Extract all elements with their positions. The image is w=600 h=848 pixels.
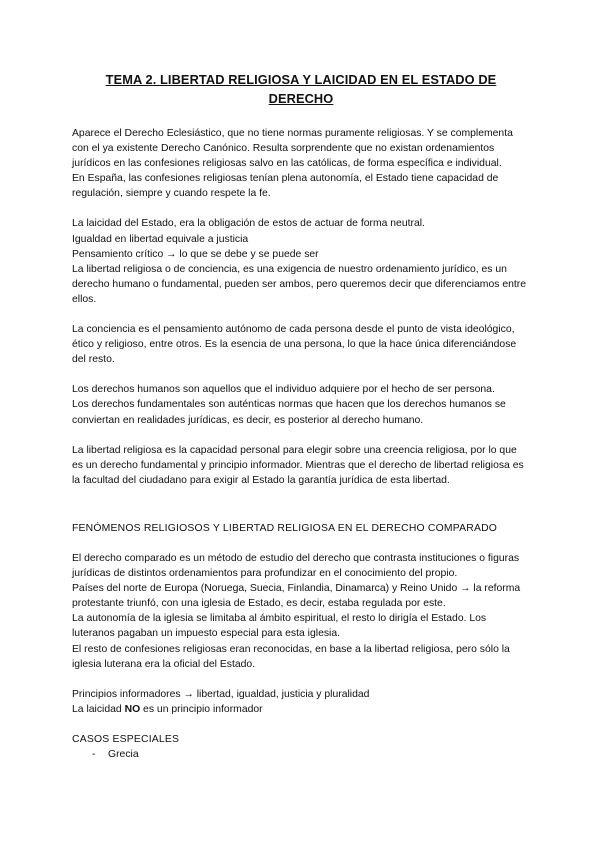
paragraph: La conciencia es el pensamiento autónomo de cada persona desde el punto de vista ideológico, ético y religioso, entre otros. Es la esencia de una persona, lo que la hace única diferenciándose del resto.: [72, 324, 517, 366]
document-title: TEMA 2. LIBERTAD RELIGIOSA Y LAICIDAD EN EL ESTADO DE DERECHO: [105, 72, 497, 106]
text-run: La laicidad: [72, 703, 125, 715]
paragraph: La laicidad del Estado, era la obligación de estos de actuar de forma neutral.: [72, 218, 425, 230]
paragraph: El derecho comparado es un método de estudio del derecho que contrasta instituciones o figuras jurídicas de distintos ordenamientos para profundizar en el conocimiento del propio.: [72, 552, 520, 580]
text-run: es un principio informador: [140, 703, 263, 715]
paragraph: La libertad religiosa es la capacidad personal para elegir sobre una creencia religiosa, por lo que es un derecho fundamental y principio informador. Mientras que el derecho de libertad religiosa es la facultad del ciudadano para exigir al Estado la garantía jurídica de esta libertad.: [72, 444, 524, 486]
section-heading: FENÓMENOS RELIGIOSOS Y LIBERTAD RELIGIOSA EN EL DERECHO COMPARADO: [72, 522, 498, 534]
paragraph: Los derechos fundamentales son auténticas normas que hacen que los derechos humanos se conviertan en realidades jurídicas, es decir, es posterior al derecho humano.: [72, 399, 506, 426]
list-item: [92, 747, 530, 762]
paragraph: Igualdad en libertad equivale a justicia: [72, 233, 249, 245]
paragraph: El resto de confesiones religiosas eran reconocidas, en base a la libertad religiosa, pero sólo la iglesia luterana era la oficial del Estado.: [72, 643, 510, 670]
subsection-heading: CASOS ESPECIALES: [72, 733, 180, 745]
paragraph: Países del norte de Europa (Noruega, Suecia, Finlandia, Dinamarca) y Reino Unido → la reforma protestante triunfó, con una iglesia de Estado, es decir, estaba regulada por este.: [72, 583, 521, 610]
paragraph: Principios informadores → libertad, igualdad, justicia y pluralidad: [72, 688, 370, 700]
paragraph: Pensamiento crítico → lo que se debe y se puede ser: [72, 248, 319, 260]
list-dash: -: [92, 749, 96, 760]
paragraph: [72, 702, 530, 717]
paragraph: Los derechos humanos son aquellos que el individuo adquiere por el hecho de ser persona.: [72, 384, 495, 396]
paragraph: Aparece el Derecho Eclesiástico, que no tiene normas puramente religiosas. Y se complementa con el ya existente Derecho Canónico. Resulta sorprendente que no existan ordenamientos jurídicos en las confesiones religiosas salvo en las católicas, de forma específica e individual.: [72, 128, 513, 170]
list-item-label: Grecia: [108, 749, 139, 760]
document-page: [72, 70, 530, 762]
paragraph: La autonomía de la iglesia se limitaba al ámbito espiritual, el resto lo dirigía el Estado. Los luteranos pagaban un impuesto especial para esta iglesia.: [72, 613, 487, 640]
bold-text: NO: [124, 703, 141, 715]
paragraph: En España, las confesiones religiosas tenían plena autonomía, el Estado tiene capacidad de regulación, siempre y cuando respete la fe.: [72, 173, 499, 200]
paragraph: La libertad religiosa o de conciencia, es una exigencia de nuestro ordenamiento jurídico, es un derecho humano o fundamental, pueden ser ambos, pero queremos decir que diferenciamos entre ellos.: [72, 263, 527, 305]
